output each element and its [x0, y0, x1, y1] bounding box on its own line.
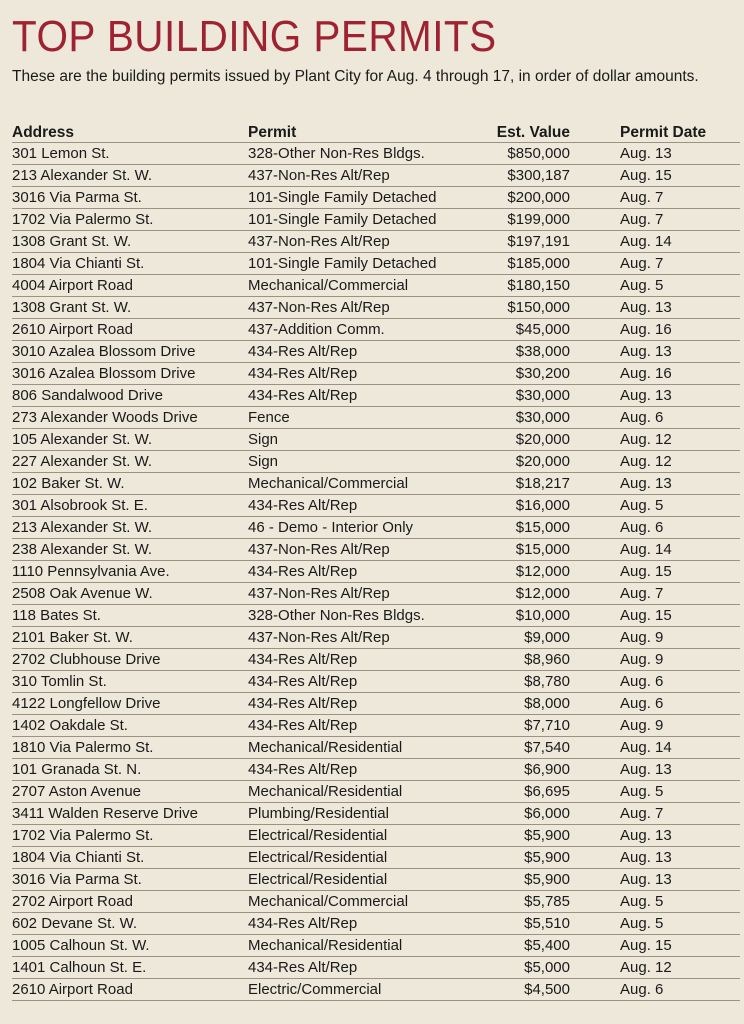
cell-est-value: $8,960 — [484, 649, 570, 671]
cell-permit-date: Aug. 13 — [620, 143, 740, 165]
cell-est-value: $5,900 — [484, 825, 570, 847]
cell-est-value: $5,785 — [484, 891, 570, 913]
cell-est-value: $5,510 — [484, 913, 570, 935]
table-row — [12, 671, 740, 693]
cell-spacer — [570, 539, 620, 561]
cell-permit-date: Aug. 13 — [620, 825, 740, 847]
cell-spacer — [570, 319, 620, 341]
table-row — [12, 649, 740, 671]
cell-est-value: $185,000 — [484, 253, 570, 275]
cell-spacer — [570, 275, 620, 297]
cell-permit: 437-Non-Res Alt/Rep — [248, 231, 484, 253]
column-header-permit: Permit — [248, 124, 297, 141]
cell-permit-date: Aug. 5 — [620, 913, 740, 935]
cell-est-value: $7,540 — [484, 737, 570, 759]
cell-est-value: $5,900 — [484, 869, 570, 891]
cell-spacer — [570, 209, 620, 231]
cell-address: 2702 Clubhouse Drive — [12, 649, 248, 671]
cell-est-value: $30,000 — [484, 407, 570, 429]
cell-spacer — [570, 891, 620, 913]
column-header-permit-date: Permit Date — [620, 124, 707, 141]
cell-est-value: $5,000 — [484, 957, 570, 979]
cell-spacer — [570, 869, 620, 891]
cell-address: 1308 Grant St. W. — [12, 297, 248, 319]
table-row — [12, 715, 740, 737]
cell-permit-date: Aug. 9 — [620, 649, 740, 671]
cell-est-value: $150,000 — [484, 297, 570, 319]
cell-permit-date: Aug. 6 — [620, 979, 740, 1001]
column-spacer — [570, 120, 620, 143]
cell-permit: Mechanical/Commercial — [248, 473, 484, 495]
cell-spacer — [570, 407, 620, 429]
cell-permit: 328-Other Non-Res Bldgs. — [248, 605, 484, 627]
cell-est-value: $850,000 — [484, 143, 570, 165]
cell-permit: 101-Single Family Detached — [248, 253, 484, 275]
cell-permit-date: Aug. 7 — [620, 253, 740, 275]
cell-permit: 328-Other Non-Res Bldgs. — [248, 143, 484, 165]
cell-spacer — [570, 297, 620, 319]
cell-permit: Mechanical/Commercial — [248, 891, 484, 913]
cell-spacer — [570, 583, 620, 605]
cell-spacer — [570, 693, 620, 715]
cell-permit: 437-Non-Res Alt/Rep — [248, 165, 484, 187]
table-row — [12, 385, 740, 407]
cell-permit-date: Aug. 5 — [620, 781, 740, 803]
cell-spacer — [570, 781, 620, 803]
cell-est-value: $30,200 — [484, 363, 570, 385]
cell-permit: Electrical/Residential — [248, 825, 484, 847]
cell-est-value: $197,191 — [484, 231, 570, 253]
cell-permit-date: Aug. 15 — [620, 561, 740, 583]
cell-address: 1702 Via Palermo St. — [12, 825, 248, 847]
cell-permit-date: Aug. 7 — [620, 803, 740, 825]
cell-spacer — [570, 451, 620, 473]
cell-address: 4122 Longfellow Drive — [12, 693, 248, 715]
cell-est-value: $6,695 — [484, 781, 570, 803]
table-row — [12, 429, 740, 451]
cell-spacer — [570, 253, 620, 275]
cell-permit: Fence — [248, 407, 484, 429]
cell-permit-date: Aug. 9 — [620, 715, 740, 737]
cell-permit-date: Aug. 6 — [620, 671, 740, 693]
table-row — [12, 737, 740, 759]
column-header-est-value: Est. Value — [496, 124, 570, 141]
cell-address: 213 Alexander St. W. — [12, 517, 248, 539]
cell-permit: 434-Res Alt/Rep — [248, 561, 484, 583]
table-body — [12, 143, 740, 1001]
cell-spacer — [570, 671, 620, 693]
cell-est-value: $20,000 — [484, 451, 570, 473]
cell-permit: Plumbing/Residential — [248, 803, 484, 825]
table-row — [12, 957, 740, 979]
cell-address: 1810 Via Palermo St. — [12, 737, 248, 759]
table-row — [12, 253, 740, 275]
cell-permit: Mechanical/Commercial — [248, 275, 484, 297]
table-row — [12, 517, 740, 539]
cell-address: 310 Tomlin St. — [12, 671, 248, 693]
page-title: TOP BUILDING PERMITS — [12, 12, 497, 61]
cell-address: 301 Lemon St. — [12, 143, 248, 165]
cell-est-value: $10,000 — [484, 605, 570, 627]
cell-spacer — [570, 429, 620, 451]
cell-spacer — [570, 561, 620, 583]
cell-permit-date: Aug. 6 — [620, 693, 740, 715]
cell-est-value: $12,000 — [484, 583, 570, 605]
cell-permit-date: Aug. 7 — [620, 583, 740, 605]
cell-permit: 437-Non-Res Alt/Rep — [248, 583, 484, 605]
cell-permit: Mechanical/Residential — [248, 935, 484, 957]
cell-permit-date: Aug. 12 — [620, 451, 740, 473]
cell-spacer — [570, 847, 620, 869]
cell-address: 1804 Via Chianti St. — [12, 253, 248, 275]
cell-spacer — [570, 979, 620, 1001]
cell-spacer — [570, 715, 620, 737]
table-row — [12, 407, 740, 429]
cell-spacer — [570, 231, 620, 253]
cell-spacer — [570, 627, 620, 649]
cell-permit-date: Aug. 13 — [620, 847, 740, 869]
cell-address: 273 Alexander Woods Drive — [12, 407, 248, 429]
cell-address: 227 Alexander St. W. — [12, 451, 248, 473]
cell-permit: 437-Addition Comm. — [248, 319, 484, 341]
cell-address: 2702 Airport Road — [12, 891, 248, 913]
cell-permit: 434-Res Alt/Rep — [248, 957, 484, 979]
cell-est-value: $7,710 — [484, 715, 570, 737]
cell-address: 806 Sandalwood Drive — [12, 385, 248, 407]
table-row — [12, 891, 740, 913]
cell-permit-date: Aug. 13 — [620, 385, 740, 407]
table-row — [12, 605, 740, 627]
cell-spacer — [570, 913, 620, 935]
cell-spacer — [570, 385, 620, 407]
table-row — [12, 187, 740, 209]
table-row — [12, 363, 740, 385]
cell-address: 238 Alexander St. W. — [12, 539, 248, 561]
cell-permit-date: Aug. 14 — [620, 539, 740, 561]
cell-est-value: $15,000 — [484, 517, 570, 539]
cell-est-value: $5,400 — [484, 935, 570, 957]
table-row — [12, 231, 740, 253]
cell-permit-date: Aug. 12 — [620, 957, 740, 979]
table-row — [12, 979, 740, 1001]
cell-spacer — [570, 935, 620, 957]
table-row — [12, 341, 740, 363]
cell-est-value: $15,000 — [484, 539, 570, 561]
cell-spacer — [570, 187, 620, 209]
cell-address: 1005 Calhoun St. W. — [12, 935, 248, 957]
table-row — [12, 825, 740, 847]
table-header-row — [12, 120, 740, 143]
cell-est-value: $8,000 — [484, 693, 570, 715]
cell-spacer — [570, 495, 620, 517]
page-subtitle: These are the building permits issued by Plant City for Aug. 4 through 17, in order of dollar amounts. — [12, 68, 699, 85]
table-row — [12, 561, 740, 583]
cell-est-value: $20,000 — [484, 429, 570, 451]
cell-spacer — [570, 143, 620, 165]
cell-permit: 434-Res Alt/Rep — [248, 693, 484, 715]
cell-est-value: $6,900 — [484, 759, 570, 781]
cell-address: 1110 Pennsylvania Ave. — [12, 561, 248, 583]
cell-permit-date: Aug. 13 — [620, 473, 740, 495]
cell-est-value: $300,187 — [484, 165, 570, 187]
cell-spacer — [570, 363, 620, 385]
cell-permit-date: Aug. 5 — [620, 275, 740, 297]
cell-est-value: $18,217 — [484, 473, 570, 495]
cell-address: 2610 Airport Road — [12, 319, 248, 341]
cell-address: 105 Alexander St. W. — [12, 429, 248, 451]
cell-permit-date: Aug. 13 — [620, 869, 740, 891]
cell-est-value: $199,000 — [484, 209, 570, 231]
cell-address: 213 Alexander St. W. — [12, 165, 248, 187]
cell-address: 1804 Via Chianti St. — [12, 847, 248, 869]
table-row — [12, 627, 740, 649]
cell-permit-date: Aug. 14 — [620, 737, 740, 759]
cell-est-value: $38,000 — [484, 341, 570, 363]
cell-spacer — [570, 759, 620, 781]
cell-est-value: $30,000 — [484, 385, 570, 407]
column-header-address: Address — [12, 124, 75, 141]
cell-est-value: $45,000 — [484, 319, 570, 341]
cell-spacer — [570, 473, 620, 495]
cell-address: 2101 Baker St. W. — [12, 627, 248, 649]
cell-permit: 434-Res Alt/Rep — [248, 495, 484, 517]
cell-spacer — [570, 517, 620, 539]
cell-est-value: $6,000 — [484, 803, 570, 825]
cell-spacer — [570, 957, 620, 979]
cell-permit: Sign — [248, 429, 484, 451]
cell-address: 1308 Grant St. W. — [12, 231, 248, 253]
cell-permit-date: Aug. 6 — [620, 517, 740, 539]
cell-spacer — [570, 341, 620, 363]
cell-permit-date: Aug. 12 — [620, 429, 740, 451]
cell-est-value: $180,150 — [484, 275, 570, 297]
cell-est-value: $4,500 — [484, 979, 570, 1001]
cell-address: 3016 Via Parma St. — [12, 869, 248, 891]
table-row — [12, 209, 740, 231]
table-row — [12, 451, 740, 473]
cell-permit: 101-Single Family Detached — [248, 209, 484, 231]
table-row — [12, 473, 740, 495]
cell-address: 3010 Azalea Blossom Drive — [12, 341, 248, 363]
cell-spacer — [570, 825, 620, 847]
table-row — [12, 495, 740, 517]
cell-permit: Sign — [248, 451, 484, 473]
cell-address: 602 Devane St. W. — [12, 913, 248, 935]
cell-permit-date: Aug. 9 — [620, 627, 740, 649]
table-row — [12, 759, 740, 781]
cell-permit-date: Aug. 16 — [620, 319, 740, 341]
table-row — [12, 869, 740, 891]
table-row — [12, 847, 740, 869]
cell-permit-date: Aug. 7 — [620, 209, 740, 231]
cell-permit: 434-Res Alt/Rep — [248, 759, 484, 781]
table-row — [12, 275, 740, 297]
cell-permit: Mechanical/Residential — [248, 737, 484, 759]
cell-permit-date: Aug. 5 — [620, 495, 740, 517]
table-row — [12, 319, 740, 341]
cell-address: 2508 Oak Avenue W. — [12, 583, 248, 605]
cell-permit: 434-Res Alt/Rep — [248, 913, 484, 935]
cell-permit: Electrical/Residential — [248, 869, 484, 891]
table-row — [12, 913, 740, 935]
cell-spacer — [570, 605, 620, 627]
cell-address: 3016 Via Parma St. — [12, 187, 248, 209]
cell-permit-date: Aug. 5 — [620, 891, 740, 913]
cell-address: 101 Granada St. N. — [12, 759, 248, 781]
table-row — [12, 143, 740, 165]
cell-address: 3016 Azalea Blossom Drive — [12, 363, 248, 385]
cell-est-value: $8,780 — [484, 671, 570, 693]
cell-est-value: $5,900 — [484, 847, 570, 869]
cell-address: 3411 Walden Reserve Drive — [12, 803, 248, 825]
table-row — [12, 583, 740, 605]
table-row — [12, 693, 740, 715]
cell-address: 102 Baker St. W. — [12, 473, 248, 495]
cell-permit-date: Aug. 15 — [620, 605, 740, 627]
cell-permit: 434-Res Alt/Rep — [248, 363, 484, 385]
cell-permit-date: Aug. 13 — [620, 341, 740, 363]
cell-permit-date: Aug. 16 — [620, 363, 740, 385]
table-row — [12, 803, 740, 825]
cell-address: 1401 Calhoun St. E. — [12, 957, 248, 979]
cell-est-value: $9,000 — [484, 627, 570, 649]
cell-address: 2610 Airport Road — [12, 979, 248, 1001]
cell-address: 301 Alsobrook St. E. — [12, 495, 248, 517]
cell-est-value: $200,000 — [484, 187, 570, 209]
table-row — [12, 539, 740, 561]
cell-est-value: $16,000 — [484, 495, 570, 517]
cell-spacer — [570, 737, 620, 759]
cell-permit: 437-Non-Res Alt/Rep — [248, 297, 484, 319]
cell-spacer — [570, 165, 620, 187]
cell-permit: Electrical/Residential — [248, 847, 484, 869]
table-row — [12, 781, 740, 803]
cell-permit: 434-Res Alt/Rep — [248, 715, 484, 737]
cell-est-value: $12,000 — [484, 561, 570, 583]
permits-table — [12, 120, 740, 1001]
cell-address: 4004 Airport Road — [12, 275, 248, 297]
cell-permit: 46 - Demo - Interior Only — [248, 517, 484, 539]
cell-permit: 437-Non-Res Alt/Rep — [248, 539, 484, 561]
cell-permit: 434-Res Alt/Rep — [248, 649, 484, 671]
cell-permit-date: Aug. 14 — [620, 231, 740, 253]
cell-permit-date: Aug. 7 — [620, 187, 740, 209]
cell-permit-date: Aug. 13 — [620, 297, 740, 319]
cell-permit-date: Aug. 13 — [620, 759, 740, 781]
cell-spacer — [570, 803, 620, 825]
cell-spacer — [570, 649, 620, 671]
cell-address: 1702 Via Palermo St. — [12, 209, 248, 231]
cell-address: 118 Bates St. — [12, 605, 248, 627]
cell-permit: 101-Single Family Detached — [248, 187, 484, 209]
table-row — [12, 165, 740, 187]
cell-permit: Electric/Commercial — [248, 979, 484, 1001]
cell-permit: 434-Res Alt/Rep — [248, 385, 484, 407]
cell-address: 2707 Aston Avenue — [12, 781, 248, 803]
cell-permit-date: Aug. 15 — [620, 935, 740, 957]
cell-permit-date: Aug. 6 — [620, 407, 740, 429]
cell-permit-date: Aug. 15 — [620, 165, 740, 187]
cell-permit: Mechanical/Residential — [248, 781, 484, 803]
table-row — [12, 297, 740, 319]
cell-permit: 434-Res Alt/Rep — [248, 671, 484, 693]
cell-permit: 437-Non-Res Alt/Rep — [248, 627, 484, 649]
table-row — [12, 935, 740, 957]
cell-permit: 434-Res Alt/Rep — [248, 341, 484, 363]
cell-address: 1402 Oakdale St. — [12, 715, 248, 737]
